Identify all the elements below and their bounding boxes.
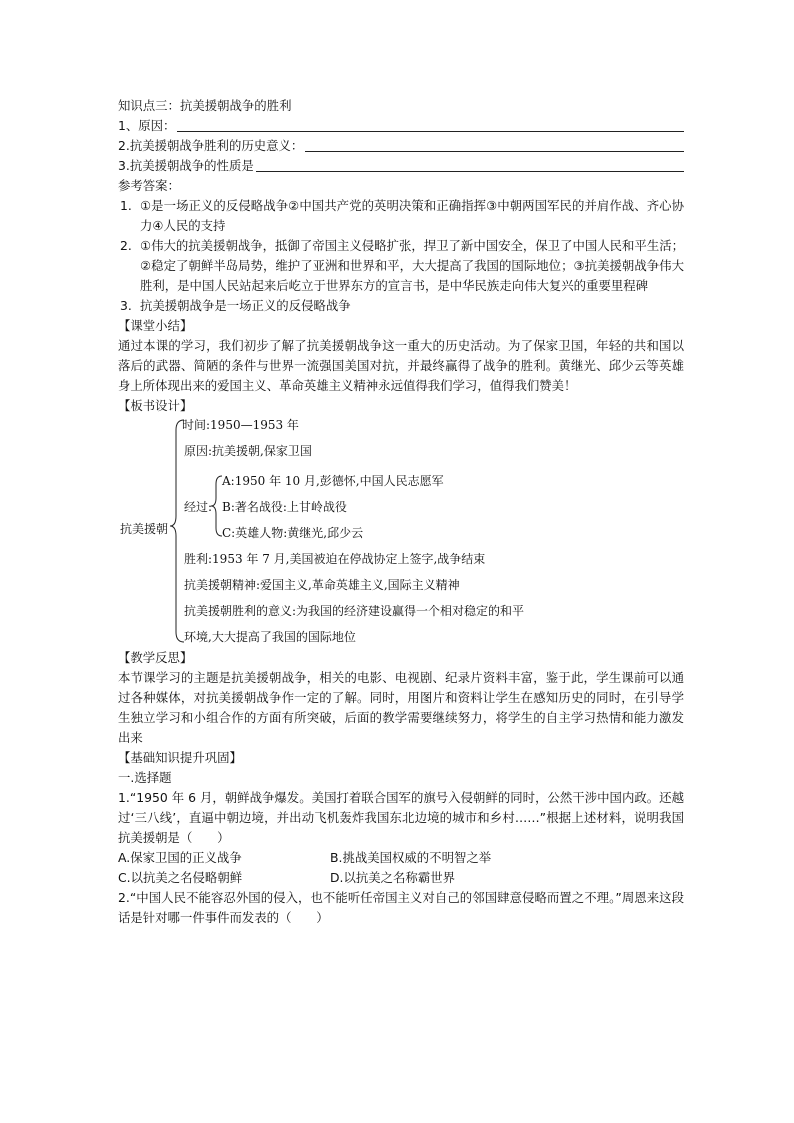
board-victory: 胜利:1953 年 7 月,美国被迫在停战协定上签字,战争结束 (184, 552, 486, 566)
choice-option-c[interactable]: C.以抗美之名侵略朝鲜 (118, 870, 243, 885)
board-process-a: A:1950 年 10 月,彭德怀,中国人民志愿军 (222, 474, 444, 488)
answer-blank-3[interactable] (256, 171, 684, 172)
board-process-label: 经过: (184, 500, 213, 514)
question-1-label: 1、原因： (118, 118, 176, 133)
answer-item (118, 296, 684, 316)
board-root-label: 抗美援朝 (120, 522, 169, 536)
choice-question-2: 2.“中国人民不能容忍外国的侵入，也不能听任帝国主义对自己的邻国肆意侵略而置之不理。”周恩来这段话是针对哪一件事件而发表的（ ） (118, 890, 684, 925)
board-significance: 抗美援朝胜利的意义:为我国的经济建设赢得一个相对稳定的和平 (184, 604, 525, 618)
board-spirit: 抗美援朝精神:爱国主义,革命英雄主义,国际主义精神 (184, 578, 460, 592)
question-3-label: 3.抗美援朝战争的性质是 (118, 158, 254, 173)
board-heading: 【板书设计】 (118, 398, 193, 413)
document-page (118, 96, 684, 928)
question-1-row (118, 116, 684, 136)
board-process-c: C:英雄人物:黄继光,邱少云 (222, 526, 364, 540)
answer-item (118, 196, 684, 236)
board-cause: 原因:抗美援朝,保家卫国 (184, 444, 312, 458)
choice-option-a[interactable]: A.保家卫国的正义战争 (118, 850, 242, 865)
summary-text: 通过本课的学习，我们初步了解了抗美援朝战争这一重大的历史活动。为了保家卫国，年轻的共和国以落后的武器、简陋的条件与世界一流强国美国对抗，并最终赢得了战争的胜利。黄继光、邱少云等英雄身上所体现出来的爱国主义、革命英雄主义精神永远值得我们学习，值得我们赞美！ (118, 338, 684, 393)
question-2-row (118, 136, 684, 156)
answers-heading: 参考答案： (118, 178, 180, 193)
choice-option-d[interactable]: D.以抗美之名称霸世界 (330, 870, 455, 885)
board-time: 时间:1950—1953 年 (182, 418, 299, 432)
question-3-row (118, 156, 684, 176)
answer-text: ①是一场正义的反侵略战争②中国共产党的英明决策和正确指挥③中朝两国军民的并肩作战、齐心协力④人民的支持 (140, 198, 684, 233)
answer-number: 1. (120, 198, 132, 213)
answer-text: ①伟大的抗美援朝战争，抵御了帝国主义侵略扩张，捍卫了新中国安全，保卫了中国人民和平生活；②稳定了朝鲜半岛局势，维护了亚洲和世界和平，大大提高了我国的国际地位；③抗美援朝战争伟大胜利，是中国人民站起来后屹立于世界东方的宣言书，是中华民族走向伟大复兴的重要里程碑 (140, 238, 684, 293)
knowledge-point-heading: 知识点三：抗美援朝战争的胜利 (118, 98, 292, 113)
question-2-label: 2.抗美援朝战争胜利的历史意义： (118, 138, 304, 153)
answer-text: 抗美援朝战争是一场正义的反侵略战争 (140, 298, 351, 313)
answer-blank-2[interactable] (305, 151, 684, 152)
answer-blank-1[interactable] (177, 131, 684, 132)
board-process-b: B:著名战役:上甘岭战役 (222, 500, 347, 514)
answer-item (118, 236, 684, 296)
choice-options-row (118, 868, 684, 888)
reflection-heading: 【教学反思】 (118, 650, 193, 665)
answer-number: 3. (120, 298, 132, 313)
board-significance-cont: 环境,大大提高了我国的国际地位 (184, 630, 356, 644)
board-design-diagram (118, 416, 684, 648)
reflection-text: 本节课学习的主题是抗美援朝战争，相关的电影、电视剧、纪录片资料丰富，鉴于此，学生课前可以通过各种媒体，对抗美援朝战争作一定的了解。同时，用图片和资料让学生在感知历史的同时，在引导学生独立学习和小组合作的方面有所突破，后面的教学需要继续努力，将学生的自主学习热情和能力激发出来 (118, 670, 684, 745)
summary-heading: 【课堂小结】 (118, 318, 193, 333)
consolidation-heading: 【基础知识提升巩固】 (118, 750, 242, 765)
choice-section-title: 一.选择题 (118, 770, 172, 785)
answer-number: 2. (120, 238, 132, 253)
choice-option-b[interactable]: B.挑战美国权威的不明智之举 (330, 850, 492, 865)
choice-options-row (118, 848, 684, 868)
choice-question-1: 1.“1950 年 6 月，朝鲜战争爆发。美国打着联合国军的旗号入侵朝鲜的同时，公然干涉中国内政。还越过‘三八线’，直逼中朝边境，并出动飞机轰炸我国东北边境的城市和乡村……”根据上述材料，说明我国抗美援朝是（ ） (118, 790, 684, 845)
